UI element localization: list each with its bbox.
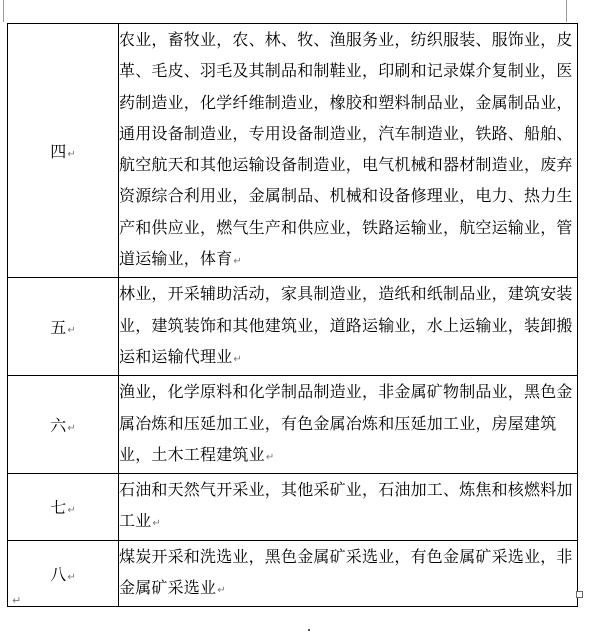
row-number-cell[interactable] — [8, 540, 119, 607]
row-number: 五 — [50, 318, 67, 338]
page-corner-mark-right — [566, 0, 567, 22]
page-dot — [308, 629, 310, 631]
industry-category-table — [7, 23, 578, 607]
paragraph-mark-icon: ↵ — [265, 451, 275, 463]
table-row — [8, 24, 578, 278]
industry-list-text: 煤炭开采和洗选业，黑色金属矿采选业，有色金属矿采选业，非金属矿采选业 — [119, 546, 573, 598]
paragraph-mark-icon: ↵ — [67, 325, 76, 337]
row-number: 八 — [50, 565, 67, 585]
table-row — [8, 376, 578, 474]
row-number-cell[interactable] — [8, 24, 119, 278]
industry-list-text: 石油和天然气开采业，其他采矿业，石油加工、炼焦和核燃料加工业 — [119, 480, 573, 531]
paragraph-mark-icon: ↵ — [67, 423, 76, 435]
row-number-cell[interactable] — [8, 278, 119, 376]
industry-list-cell[interactable] — [119, 474, 578, 541]
row-number-cell[interactable] — [8, 474, 119, 541]
page-corner-mark-left — [3, 0, 4, 22]
row-number: 四 — [50, 142, 67, 162]
paragraph-mark-icon: ↵ — [233, 353, 242, 365]
industry-list-cell[interactable] — [119, 540, 578, 607]
paragraph-mark-icon: ↵ — [217, 585, 226, 597]
paragraph-mark-icon: ↵ — [12, 594, 22, 607]
table-row — [8, 474, 578, 541]
table-resize-handle[interactable] — [576, 591, 583, 598]
paragraph-mark-icon: ↵ — [67, 505, 76, 517]
row-number: 六 — [50, 416, 67, 436]
paragraph-mark-icon: ↵ — [152, 518, 161, 530]
paragraph-mark-icon: ↵ — [67, 572, 76, 584]
table-row — [8, 540, 578, 607]
industry-list-cell[interactable] — [119, 24, 578, 278]
paragraph-mark-icon: ↵ — [233, 256, 242, 268]
industry-list-cell[interactable] — [119, 376, 578, 474]
paragraph-mark-icon: ↵ — [67, 149, 76, 161]
industry-list-text: 林业，开采辅助活动，家具制造业，造纸和纸制品业，建筑安装业，建筑装饰和其他建筑业，道路运输业，水上运输业，装卸搬运和运输代理业 — [119, 284, 573, 366]
industry-list-text: 农业，畜牧业，农、林、牧、渔服务业，纺织服装、服饰业，皮革、毛皮、羽毛及其制品和制鞋业，印刷和记录媒介复制业，医药制造业，化学纤维制造业，橡胶和塑料制品业，金属制品业，通用设备制造业，专用设备制造业，汽车制造业，铁路、船舶、航空航天和其他运输设备制造业，电气机械和器材制造业，废弃资源综合利用业，金属制品、机械和设备修理业，电力、热力生产和供应业，燃气生产和供应业，铁路运输业，航空运输业，管道运输业，体育 — [119, 30, 573, 269]
industry-list-text: 渔业，化学原料和化学制品制造业，非金属矿物制品业，黑色金属冶炼和压延加工业，有色金属冶炼和压延加工业，房屋建筑业，土木工程建筑业 — [119, 382, 573, 464]
row-number-cell[interactable] — [8, 376, 119, 474]
row-number: 七 — [50, 498, 67, 518]
table-row — [8, 278, 578, 376]
industry-list-cell[interactable] — [119, 278, 578, 376]
